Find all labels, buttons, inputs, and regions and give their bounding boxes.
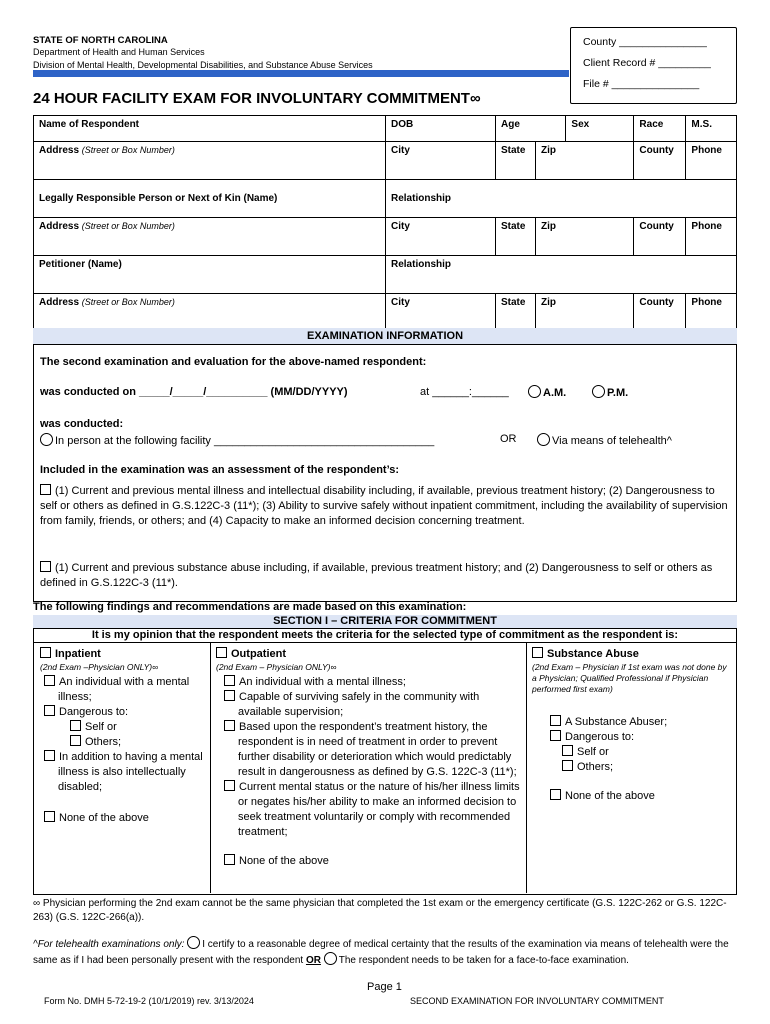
checkbox-icon[interactable] (562, 760, 573, 771)
outpatient-item-mental-status[interactable]: Current mental status or the nature of his/her illness limits or negates his/her ability to make an informed decision to seek treatment voluntarily or comply with recommended treatment; (216, 780, 521, 840)
record-box (570, 27, 737, 104)
checkbox-icon[interactable] (70, 735, 81, 746)
form-footer-title: SECOND EXAMINATION FOR INVOLUNTARY COMMITMENT (410, 996, 664, 1006)
state-cell-3[interactable]: State (496, 294, 536, 332)
or-label: OR (500, 433, 517, 445)
phone-cell-3[interactable]: Phone (686, 294, 737, 332)
header-bar (33, 70, 569, 77)
assessment-item-2[interactable]: (1) Current and previous substance abuse including, if available, previous treatment history; and (2) Dangerousness to self or others as defined in G.S.122C-3 (11*). (40, 562, 713, 589)
outpatient-item-treatment-history[interactable]: Based upon the respondent’s treatment history, the respondent is in need of treatment in order to prevent further disability or deterioration which would predictably result in dangerousness as defined by G.S. 122C-3 (11*); (216, 720, 521, 780)
sex-cell[interactable]: Sex (566, 116, 634, 142)
checkbox-icon[interactable] (562, 745, 573, 756)
checkbox-icon[interactable] (224, 780, 235, 791)
county-cell-1[interactable]: County (634, 142, 686, 180)
phone-cell-1[interactable]: Phone (686, 142, 737, 180)
outpatient-item-none[interactable]: None of the above (216, 854, 521, 869)
city-cell-3[interactable]: City (386, 294, 496, 332)
telehealth-certify-radio-icon[interactable] (187, 936, 200, 949)
checkbox-icon[interactable] (224, 720, 235, 731)
inpatient-item-others[interactable]: Others; (40, 735, 208, 750)
exam-intro: The second examination and evaluation for the above-named respondent: (40, 356, 427, 368)
zip-cell-2[interactable]: Zip (536, 218, 634, 256)
file-field[interactable]: File # _______________ (583, 78, 700, 90)
column-divider (526, 643, 527, 893)
lrp-cell[interactable]: Legally Responsible Person or Next of Kin (Name) (34, 180, 386, 218)
inpatient-item-none[interactable]: None of the above (40, 811, 208, 826)
physician-note: ∞ Physician performing the 2nd exam cannot be the same physician that completed the 1st exam or the emergency certificate (G.S. 122C-262 or G.S. 122C-263) (G.S. 122C-266(a)). (33, 898, 727, 923)
exam-heading: EXAMINATION INFORMATION (33, 328, 737, 345)
inpatient-option[interactable]: Inpatient (40, 647, 208, 662)
in-person-option[interactable]: In person at the following facility ____________________________________ (40, 433, 434, 447)
checkbox-icon[interactable] (44, 811, 55, 822)
division-name: Division of Mental Health, Developmental Disabilities, and Substance Abuse Services (33, 60, 373, 70)
inpatient-item-intellectual[interactable]: In addition to having a mental illness is also intellectually disabled; (40, 750, 208, 795)
inpatient-checkbox-icon[interactable] (40, 647, 51, 658)
form-number: Form No. DMH 5-72-19-2 (10/1/2019) rev. 3/13/2024 (44, 996, 254, 1006)
checkbox-icon[interactable] (550, 715, 561, 726)
age-cell[interactable]: Age (496, 116, 566, 142)
inpatient-item-self[interactable]: Self or (40, 720, 208, 735)
substance-item-others[interactable]: Others; (532, 760, 732, 775)
outpatient-checkbox-icon[interactable] (216, 647, 227, 658)
time-field[interactable]: at ______:______ (420, 386, 509, 398)
page-number: Page 1 (367, 981, 402, 993)
section1-subheading: It is my opinion that the respondent meets the criteria for the selected type of commitment as the respondent is: (33, 629, 737, 643)
findings-label: The following findings and recommendations are made based on this examination: (33, 601, 467, 613)
inpatient-column (40, 647, 208, 826)
substance-note: (2nd Exam – Physician if 1st exam was not done by a Physician; Qualified Professional if Physician performed first exam) (532, 662, 727, 694)
substance-item-none[interactable]: None of the above (532, 789, 732, 804)
petitioner-relationship-cell[interactable]: Relationship (386, 256, 737, 294)
included-label: Included in the examination was an assessment of the respondent’s: (40, 464, 400, 476)
form-title: 24 HOUR FACILITY EXAM FOR INVOLUNTARY COMMITMENT∞ (33, 90, 481, 107)
lrp-relationship-cell[interactable]: Relationship (386, 180, 737, 218)
pm-radio-icon[interactable] (592, 385, 605, 398)
county-cell-3[interactable]: County (634, 294, 686, 332)
ms-cell[interactable]: M.S. (686, 116, 737, 142)
department-name: Department of Health and Human Services (33, 47, 205, 57)
checkbox-icon[interactable] (44, 750, 55, 761)
checkbox-icon[interactable] (70, 720, 81, 731)
state-name: STATE OF NORTH CAROLINA (33, 35, 168, 46)
checkbox-icon[interactable] (550, 730, 561, 741)
assessment-1-checkbox-icon[interactable] (40, 484, 51, 495)
inpatient-item-dangerous[interactable]: Dangerous to: (40, 705, 208, 720)
state-cell-1[interactable]: State (496, 142, 536, 180)
county-field[interactable]: County _______________ (583, 36, 707, 48)
checkbox-icon[interactable] (224, 854, 235, 865)
county-cell-2[interactable]: County (634, 218, 686, 256)
inpatient-item-mental-illness[interactable]: An individual with a mental illness; (40, 675, 208, 705)
checkbox-icon[interactable] (224, 675, 235, 686)
client-record-field[interactable]: Client Record # _________ (583, 57, 711, 69)
substance-item-abuser[interactable]: A Substance Abuser; (532, 715, 732, 730)
petitioner-cell[interactable]: Petitioner (Name) (34, 256, 386, 294)
zip-cell-3[interactable]: Zip (536, 294, 634, 332)
section1-heading: SECTION I – CRITERIA FOR COMMITMENT (33, 615, 737, 629)
city-cell-2[interactable]: City (386, 218, 496, 256)
am-radio-icon[interactable] (528, 385, 541, 398)
outpatient-note: (2nd Exam – Physician ONLY)∞ (216, 662, 337, 672)
am-option[interactable]: A.M. (528, 385, 566, 399)
city-cell-1[interactable]: City (386, 142, 496, 180)
dob-cell[interactable]: DOB (386, 116, 496, 142)
substance-item-self[interactable]: Self or (532, 745, 732, 760)
conducted-on-field[interactable]: was conducted on _____/_____/__________ (MM/DD/YYYY) (40, 386, 348, 398)
address-cell-2[interactable]: Address (Street or Box Number) (34, 218, 386, 256)
state-cell-2[interactable]: State (496, 218, 536, 256)
outpatient-item-mental-illness[interactable]: An individual with a mental illness; (216, 675, 521, 690)
checkbox-icon[interactable] (44, 705, 55, 716)
address-cell-3[interactable]: Address (Street or Box Number) (34, 294, 386, 332)
pm-option[interactable]: P.M. (592, 385, 628, 399)
inpatient-note: (2nd Exam –Physician ONLY)∞ (40, 662, 159, 672)
address-cell-1[interactable]: Address (Street or Box Number) (34, 142, 386, 180)
column-divider (210, 643, 211, 893)
checkbox-icon[interactable] (224, 690, 235, 701)
substance-column (532, 647, 732, 804)
outpatient-item-surviving[interactable]: Capable of surviving safely in the community with available supervision; (216, 690, 521, 720)
respondent-info-table (33, 115, 737, 332)
outpatient-column (216, 647, 521, 869)
name-cell[interactable]: Name of Respondent (34, 116, 386, 142)
outpatient-option[interactable]: Outpatient (216, 647, 521, 662)
telehealth-option[interactable]: Via means of telehealth^ (537, 433, 672, 447)
assessment-item-1[interactable]: (1) Current and previous mental illness and intellectual disability including, if available, previous treatment history; (2) Dangerousness to self or others as defined in G.S.122C-3 (11*); (3) Ability to survive safely without inpatient commitment, including the availability of supervision from family, friends, or others; and (4) Capacity to make an informed decision concerning treatment. (40, 485, 728, 527)
telehealth-note: ^For telehealth examinations only: I certify to a reasonable degree of medical certainty that the results of the examination via means of telehealth were the same as if I had been personally present with the respondent OR The respondent needs to be taken for a face-to-face examination. (33, 936, 733, 968)
phone-cell-2[interactable]: Phone (686, 218, 737, 256)
substance-checkbox-icon[interactable] (532, 647, 543, 658)
checkbox-icon[interactable] (44, 675, 55, 686)
race-cell[interactable]: Race (634, 116, 686, 142)
substance-item-dangerous[interactable]: Dangerous to: (532, 730, 732, 745)
telehealth-radio-icon[interactable] (537, 433, 550, 446)
face-to-face-radio-icon[interactable] (324, 952, 337, 965)
zip-cell-1[interactable]: Zip (536, 142, 634, 180)
was-conducted-label: was conducted: (40, 418, 124, 430)
substance-option[interactable]: Substance Abuse (532, 647, 732, 662)
checkbox-icon[interactable] (550, 789, 561, 800)
assessment-2-checkbox-icon[interactable] (40, 561, 51, 572)
in-person-radio-icon[interactable] (40, 433, 53, 446)
